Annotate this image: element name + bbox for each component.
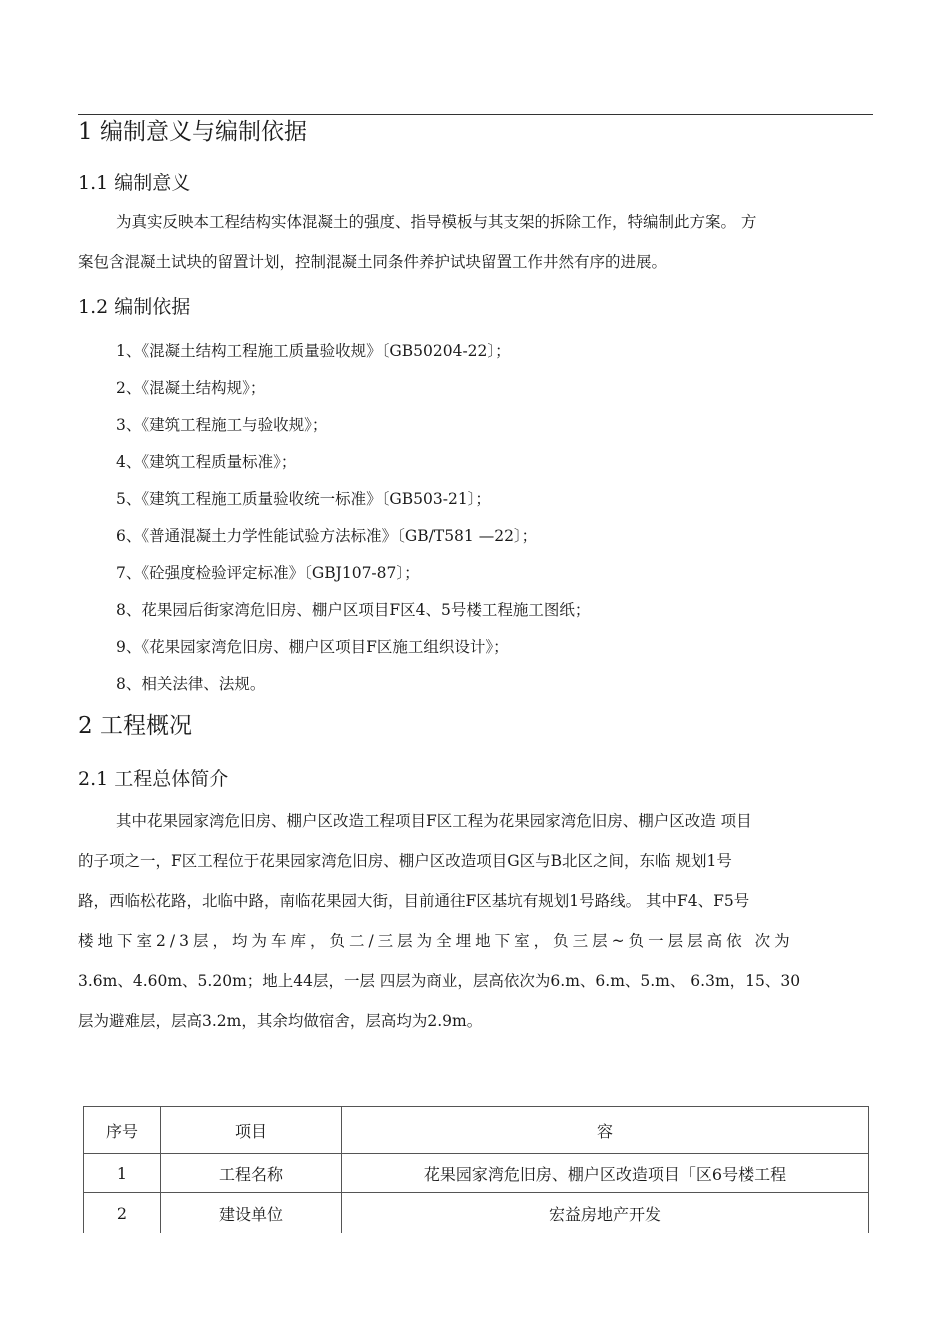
section-1-1-title: 1.1 编制意义 <box>78 172 191 194</box>
section-1-2-title: 1.2 编制依据 <box>78 296 191 318</box>
section-2-title: 2 工程概况 <box>78 713 192 739</box>
table-cell: 1 <box>84 1154 161 1193</box>
paragraph-line: 路，西临松花路，北临中路，南临花果园大街，目前通往F区基坑有规划1号路线。 其中F4、F5号 <box>78 892 750 910</box>
paragraph-line: 楼地下室2/3层，均为车库，负二/三层为全埋地下室，负三层~负一层层高依 次为 <box>78 932 794 950</box>
project-info-table <box>83 1106 869 1233</box>
table-header-cell: 项目 <box>161 1107 342 1154</box>
paragraph-line: 为真实反映本工程结构实体混凝土的强度、指导模板与其支架的拆除工作，特编制此方案。 方 <box>116 213 757 231</box>
reference-item: 8、相关法律、法规。 <box>116 675 266 693</box>
reference-item: 8、花果园后街家湾危旧房、棚户区项目F区4、5号楼工程施工图纸； <box>116 601 591 619</box>
reference-item: 7、《砼强度检验评定标准》〔GBJ107-87〕； <box>116 564 420 582</box>
table-cell: 工程名称 <box>161 1154 342 1193</box>
paragraph-line: 案包含混凝土试块的留置计划，控制混凝土同条件养护试块留置工作井然有序的进展。 <box>78 253 668 271</box>
section-1-1-paragraph <box>78 202 873 282</box>
table-cell: 建设单位 <box>161 1193 342 1234</box>
table-row <box>84 1193 869 1234</box>
reference-item: 1、《混凝土结构工程施工质量验收规》〔GB50204-22〕； <box>116 342 511 360</box>
reference-item: 9、《花果园家湾危旧房、棚户区项目F区施工组织设计》； <box>116 638 509 656</box>
reference-item: 3、《建筑工程施工与验收规》； <box>116 416 328 434</box>
paragraph-line: 的子项之一，F区工程位于花果园家湾危旧房、棚户区改造项目G区与B北区之间，东临 规划1号 <box>78 852 732 870</box>
paragraph-line: 层为避难层，层高3.2m，其余均做宿舍，层高均为2.9m。 <box>78 1012 483 1030</box>
paragraph-line: 3.6m、4.60m、5.20m；地上44层，一层 四层为商业，层高依次为6.m、6.m、5.m、 6.3m，15、30 <box>78 972 801 990</box>
table-header-row <box>84 1107 869 1154</box>
reference-item: 4、《建筑工程质量标准》； <box>116 453 297 471</box>
paragraph-line: 其中花果园家湾危旧房、棚户区改造工程项目F区工程为花果园家湾危旧房、棚户区改造 项目 <box>116 812 752 830</box>
table-cell: 2 <box>84 1193 161 1234</box>
table-cell: 花果园家湾危旧房、棚户区改造项目「区6号楼工程 <box>342 1154 869 1193</box>
section-2-1-paragraph <box>78 801 873 1041</box>
table-row <box>84 1154 869 1193</box>
section-2-1-title: 2.1 工程总体简介 <box>78 768 229 790</box>
section-1-title: 1 编制意义与编制依据 <box>78 119 307 145</box>
header-rule <box>78 114 873 115</box>
reference-item: 5、《建筑工程施工质量验收统一标准》〔GB503-21〕； <box>116 490 491 508</box>
table-header-cell: 序号 <box>84 1107 161 1154</box>
reference-item: 2、《混凝土结构规》； <box>116 379 266 397</box>
table-header-cell: 容 <box>342 1107 869 1154</box>
reference-item: 6、《普通混凝土力学性能试验方法标准》〔GB/T581 —22〕； <box>116 527 538 545</box>
table-cell: 宏益房地产开发 <box>342 1193 869 1234</box>
